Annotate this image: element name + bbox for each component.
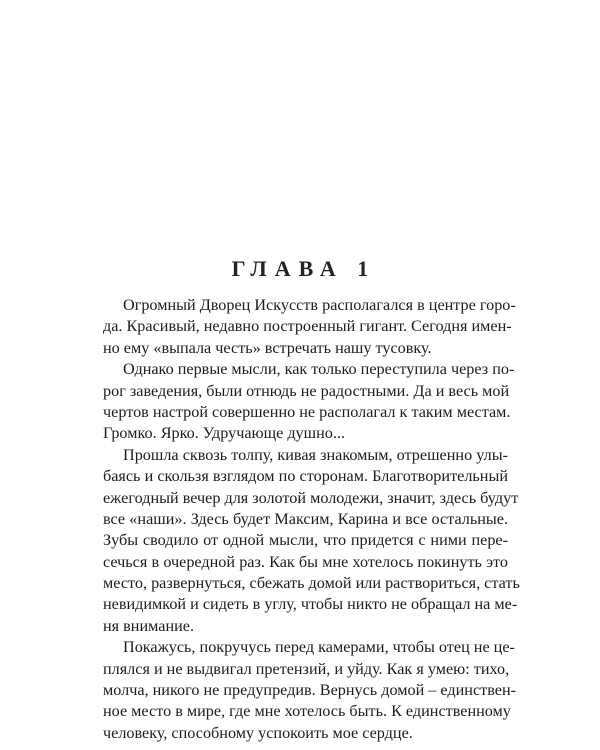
text-line: баясь и скользя взглядом по сторонам. Благотворительный [103,467,508,486]
text-line: чертов настрой совершенно не располагал к таким местам. [103,402,511,421]
text-line: Однако первые мысли, как только переступила через по- [123,360,515,379]
text-line: все «наши». Здесь будет Максим, Карина и все остальные. [103,509,508,528]
text-line: плялся и не выдвигал претензий, и уйду. Как я умею: тихо, [103,659,510,678]
text-line: ное место в мире, где мне хотелось быть. К единственному [103,702,511,721]
body-text [103,295,520,744]
text-line: человеку, способному успокоить мое сердце. [103,723,413,742]
text-line: да. Красивый, недавно построенный гигант. Сегодня имен- [103,317,512,336]
text-line: невидимкой и сидеть в углу, чтобы никто не обращал на ме- [103,595,518,614]
text-line: но ему «выпала честь» встречать нашу тусовку. [103,338,432,357]
text-line: Покажусь, покручусь перед камерами, чтобы отец не це- [123,638,515,657]
text-line: место, развернуться, сбежать домой или раствориться, стать [103,574,520,593]
chapter-title: ГЛАВА 1 [231,256,377,281]
text-line: Громко. Ярко. Удручающе душно... [103,424,346,443]
text-line: Прошла сквозь толпу, кивая знакомым, отрешенно улы- [123,445,508,464]
text-line: ежегодный вечер для золотой молодежи, значит, здесь будут [103,488,519,507]
text-line: Огромный Дворец Искусств располагался в центре горо- [123,296,516,314]
text-line: молча, никого не предупредив. Вернусь домой – единствен- [103,681,517,700]
text-line: рог заведения, были отнюдь не радостными. Да и весь мой [103,381,510,400]
text-line: сечься в очередной раз. Как бы мне хотелось покинуть это [103,552,508,571]
text-line: ня внимание. [103,616,194,635]
text-line: Зубы сводило от одной мысли, что придется с ними пере- [103,531,508,550]
